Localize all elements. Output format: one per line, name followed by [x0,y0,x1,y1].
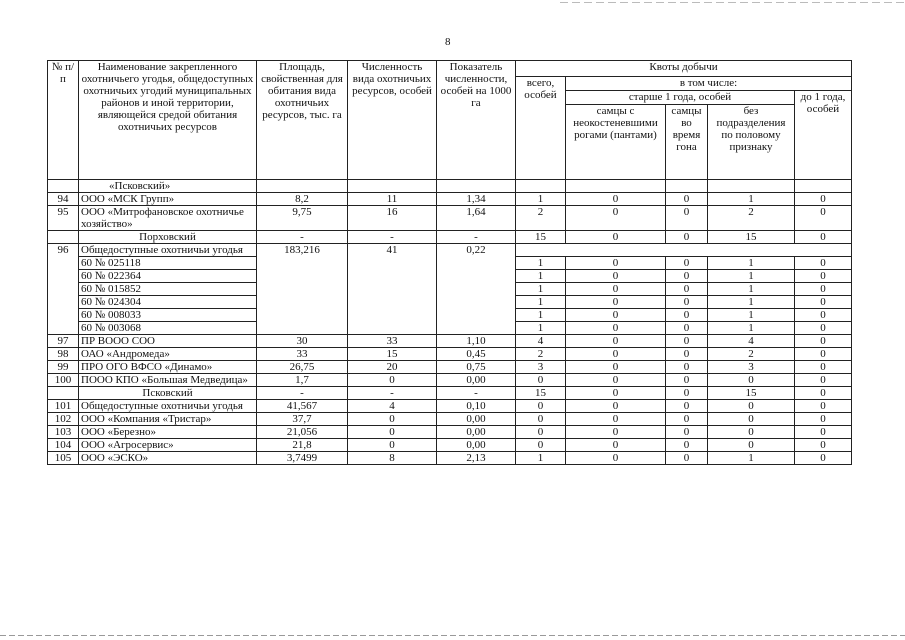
cell-no-sex: 1 [708,193,795,206]
cell-name: ООО «ЭСКО» [79,452,257,465]
cell-males-season: 0 [666,387,708,400]
cell-count: - [348,231,437,244]
cell-no-sex: 2 [708,206,795,231]
cell-males-season: 0 [666,335,708,348]
cell-under1: 0 [795,309,852,322]
cell-males-season: 0 [666,231,708,244]
cell-total: 1 [516,257,566,270]
cell-name: ПР ВООО СОО [79,335,257,348]
cell-count: 0 [348,374,437,387]
cell-males-antlers: 0 [566,348,666,361]
cell-num: 103 [48,426,79,439]
cell-total: 15 [516,231,566,244]
cell-males-season: 0 [666,257,708,270]
cell-no-sex: 0 [708,374,795,387]
cell-num [48,231,79,244]
cell-no-sex: 2 [708,348,795,361]
cell-males-antlers: 0 [566,309,666,322]
cell-name: ПООО КПО «Большая Медведица» [79,374,257,387]
cell-males-antlers: 0 [566,413,666,426]
cell-name: ООО «Компания «Тристар» [79,413,257,426]
cell-males-antlers: 0 [566,387,666,400]
cell-no-sex: 1 [708,309,795,322]
cell-area: 8,2 [257,193,348,206]
cell-total: 0 [516,374,566,387]
cell-num: 100 [48,374,79,387]
cell-under1: 0 [795,206,852,231]
cell-under1: 0 [795,335,852,348]
cell-density: 1,64 [437,206,516,231]
cell-total: 1 [516,296,566,309]
scan-artifact-top [560,2,905,3]
header-males-season: самцы во время гона [666,105,708,180]
cell-count: 0 [348,413,437,426]
cell-no-sex: 15 [708,231,795,244]
cell-total: 0 [516,400,566,413]
cell-no-sex: 1 [708,322,795,335]
header-num: № п/п [48,61,79,180]
cell-num: 98 [48,348,79,361]
cell-area: 183,216 [257,244,348,335]
cell-no-sex: 0 [708,400,795,413]
cell-count: 16 [348,206,437,231]
cell-under1: 0 [795,322,852,335]
cell-under1: 0 [795,257,852,270]
cell-males-antlers: 0 [566,206,666,231]
district-row [48,231,852,244]
cell-males-antlers: 0 [566,374,666,387]
cell-permit-number: 60 № 008033 [79,309,257,322]
cell-density: 0,45 [437,348,516,361]
cell-males-season: 0 [666,361,708,374]
district-row [48,387,852,400]
cell-total: 0 [516,413,566,426]
cell-area: 30 [257,335,348,348]
cell-no-sex: 15 [708,387,795,400]
cell-total: 1 [516,193,566,206]
cell-area: 21,056 [257,426,348,439]
cell-total: 2 [516,348,566,361]
cell-area: 37,7 [257,413,348,426]
cell-density: 0,00 [437,374,516,387]
cell-under1: 0 [795,413,852,426]
cell-total: 1 [516,283,566,296]
cell-total: 0 [516,426,566,439]
quota-table [47,60,852,465]
cell-name: Общедоступные охотничьи угодья [79,244,257,257]
cell-num: 101 [48,400,79,413]
cell-density: 0,00 [437,413,516,426]
cell-no-sex: 1 [708,257,795,270]
header-total: всего, особей [516,77,566,180]
cell-males-season: 0 [666,322,708,335]
cell-density: - [437,231,516,244]
cell-area: 21,8 [257,439,348,452]
header-including: в том числе: [566,77,852,91]
cell-males-season: 0 [666,270,708,283]
cell-under1: 0 [795,439,852,452]
cell-density: 1,34 [437,193,516,206]
cell-permit-number: 60 № 015852 [79,283,257,296]
table-row [48,348,852,361]
cell-area: - [257,231,348,244]
table-row [48,400,852,413]
cell-no-sex: 0 [708,413,795,426]
cell-males-antlers: 0 [566,335,666,348]
cell-name: ООО «Агросервис» [79,439,257,452]
table-row [48,335,852,348]
table-row [48,452,852,465]
cell-males-season: 0 [666,206,708,231]
cell-count: 20 [348,361,437,374]
cell-count: 15 [348,348,437,361]
cell-under1: 0 [795,193,852,206]
header-density: Показатель численности, особей на 1000 га [437,61,516,180]
cell-num: 94 [48,193,79,206]
cell-under1: 0 [795,283,852,296]
cell-empty-quotas [516,244,852,257]
cell-under1: 0 [795,296,852,309]
cell-males-antlers: 0 [566,270,666,283]
cell-num: 96 [48,244,79,335]
cell-males-season: 0 [666,374,708,387]
cell-males-season: 0 [666,193,708,206]
cell-males-season: 0 [666,413,708,426]
cell-num: 104 [48,439,79,452]
cell-district-name: Псковский [79,387,257,400]
cell-area: 9,75 [257,206,348,231]
cell-num: 99 [48,361,79,374]
cell-density: 1,10 [437,335,516,348]
cell-total: 1 [516,452,566,465]
cell-num [48,387,79,400]
cell-males-season: 0 [666,439,708,452]
cell-area: 41,567 [257,400,348,413]
cell-total: 4 [516,335,566,348]
cell-males-antlers: 0 [566,426,666,439]
cell-under1: 0 [795,231,852,244]
cell-name: ОАО «Андромеда» [79,348,257,361]
table-row [48,244,852,257]
cell-district-name: Порховский [79,231,257,244]
cell-area: - [257,387,348,400]
table-row [48,439,852,452]
cell-no-sex: 1 [708,270,795,283]
cell-males-antlers: 0 [566,193,666,206]
table-row [48,374,852,387]
cell-name: ООО «Березно» [79,426,257,439]
cell-males-antlers: 0 [566,296,666,309]
cell-count: 4 [348,400,437,413]
cell-males-season: 0 [666,309,708,322]
cell-total: 1 [516,322,566,335]
cell-density: 0,00 [437,426,516,439]
continued-label: «Псковский» [79,180,257,193]
cell-males-season: 0 [666,283,708,296]
cell-name: ООО «Митрофановское охотничье хозяйство» [79,206,257,231]
header-quotas: Квоты добычи [516,61,852,77]
page-number: 8 [445,36,451,48]
cell-under1: 0 [795,270,852,283]
cell-num: 105 [48,452,79,465]
cell-density: 2,13 [437,452,516,465]
cell-no-sex: 0 [708,439,795,452]
cell-density: - [437,387,516,400]
cell-count: 41 [348,244,437,335]
cell-count: 8 [348,452,437,465]
cell-num: 97 [48,335,79,348]
cell-under1: 0 [795,452,852,465]
cell-permit-number: 60 № 025118 [79,257,257,270]
table-row [48,206,852,231]
cell-density: 0,10 [437,400,516,413]
table-row [48,361,852,374]
cell-no-sex: 4 [708,335,795,348]
cell-males-antlers: 0 [566,452,666,465]
cell-total: 1 [516,309,566,322]
cell-total: 15 [516,387,566,400]
cell-name: ООО «МСК Групп» [79,193,257,206]
cell-name: Общедоступные охотничьи угодья [79,400,257,413]
cell-count: 11 [348,193,437,206]
cell-count: 0 [348,439,437,452]
table-row [48,413,852,426]
cell-name: ПРО ОГО ВФСО «Динамо» [79,361,257,374]
table-row [48,426,852,439]
cell-males-antlers: 0 [566,322,666,335]
header-males-antlers: самцы с неокостеневшими рогами (пантами) [566,105,666,180]
header-count: Численность вида охотничьих ресурсов, особей [348,61,437,180]
header-no-sex: без подразделения по половому признаку [708,105,795,180]
header-older: старше 1 года, особей [566,91,795,105]
cell-density: 0,75 [437,361,516,374]
cell-no-sex: 0 [708,426,795,439]
cell-under1: 0 [795,426,852,439]
cell-permit-number: 60 № 024304 [79,296,257,309]
header-under1: до 1 года, особей [795,91,852,180]
cell-no-sex: 1 [708,283,795,296]
cell-males-antlers: 0 [566,400,666,413]
cell-males-season: 0 [666,452,708,465]
cell-density: 0,22 [437,244,516,335]
table-row [48,193,852,206]
cell-under1: 0 [795,387,852,400]
cell-males-antlers: 0 [566,283,666,296]
cell-males-antlers: 0 [566,231,666,244]
cell-count: - [348,387,437,400]
cell-males-season: 0 [666,400,708,413]
cell-total: 1 [516,270,566,283]
cell-total: 0 [516,439,566,452]
cell-area: 1,7 [257,374,348,387]
cell-under1: 0 [795,374,852,387]
cell-males-antlers: 0 [566,439,666,452]
cell-area: 3,7499 [257,452,348,465]
cell-permit-number: 60 № 003068 [79,322,257,335]
cell-no-sex: 3 [708,361,795,374]
cell-no-sex: 1 [708,296,795,309]
cell-under1: 0 [795,361,852,374]
cell-area: 33 [257,348,348,361]
cell-area: 26,75 [257,361,348,374]
cell-total: 3 [516,361,566,374]
cell-total: 2 [516,206,566,231]
cell-under1: 0 [795,348,852,361]
cell-density: 0,00 [437,439,516,452]
cell-males-antlers: 0 [566,361,666,374]
cell-no-sex: 1 [708,452,795,465]
cell-under1: 0 [795,400,852,413]
cell-permit-number: 60 № 022364 [79,270,257,283]
scan-artifact-bottom [0,635,905,636]
cell-males-season: 0 [666,348,708,361]
header-name: Наименование закрепленного охотничьего угодья, общедоступных охотничьих угодий муниципальных районов и иной территории, являющейся средой обитания охотничьих ресурсов [79,61,257,180]
cell-num: 102 [48,413,79,426]
cell-count: 0 [348,426,437,439]
header-area: Площадь, свойственная для обитания вида охотничьих ресурсов, тыс. га [257,61,348,180]
cell-count: 33 [348,335,437,348]
cell-males-antlers: 0 [566,257,666,270]
cell-males-season: 0 [666,296,708,309]
cell-males-season: 0 [666,426,708,439]
cell-num: 95 [48,206,79,231]
